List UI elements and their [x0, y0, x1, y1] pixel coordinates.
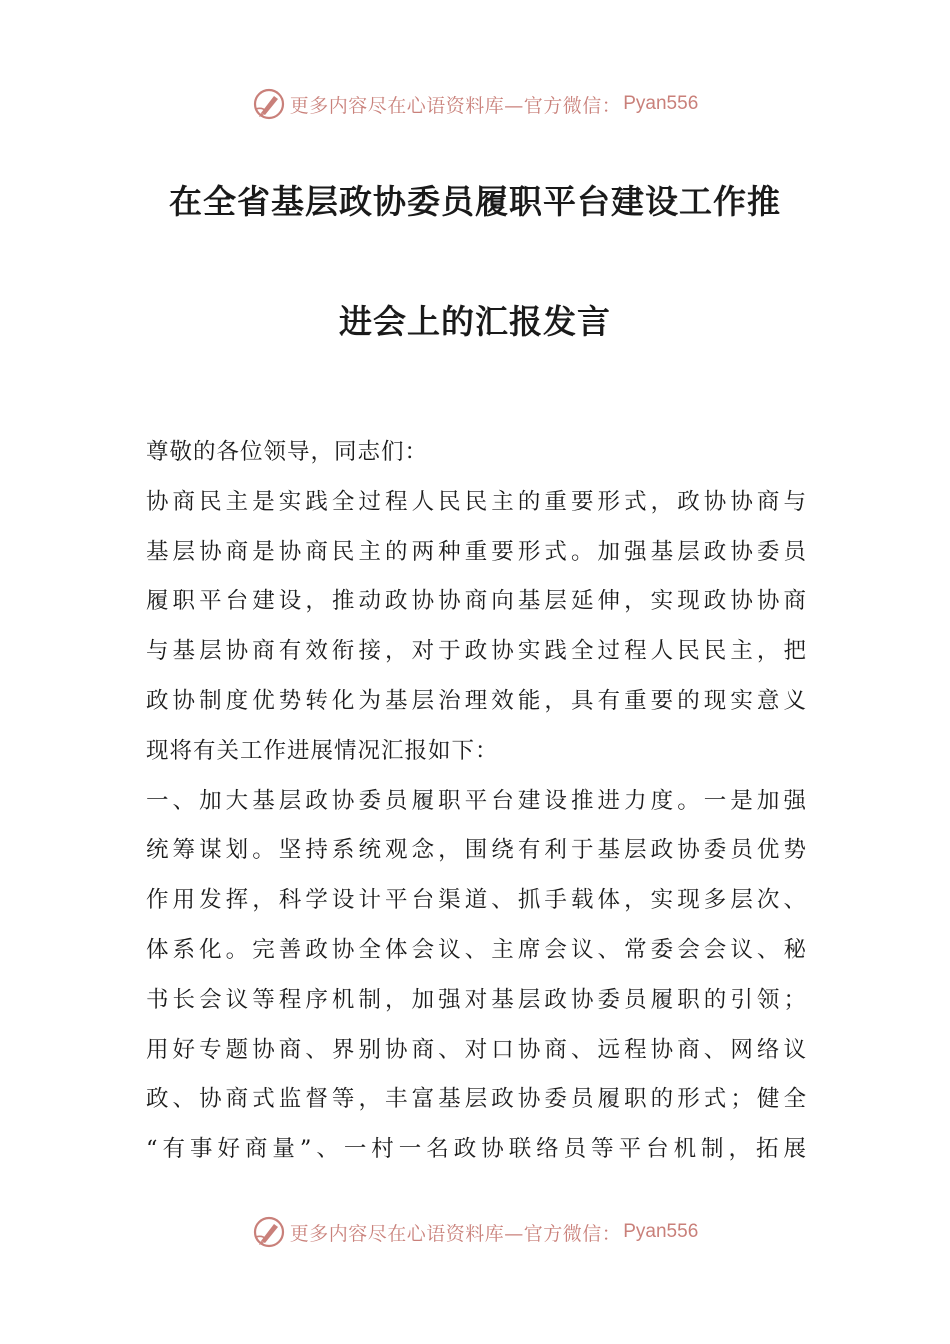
- body-line: 协商民主是实践全过程人民民主的重要形式，政协协商与: [146, 488, 806, 515]
- pen-logo-icon: [252, 87, 286, 121]
- body-line: 统筹谋划。坚持系统观念，围绕有利于基层政协委员优势: [146, 837, 806, 864]
- body-line: 现将有关工作进展情况汇报如下：: [146, 737, 499, 764]
- document-body: [146, 428, 806, 1175]
- body-line: 政、协商式监督等，丰富基层政协委员履职的形式；健全: [146, 1086, 806, 1113]
- watermark-id: Pyan556: [623, 1221, 699, 1242]
- document-title-line-2: 进会上的汇报发言: [339, 302, 611, 341]
- section-heading-line: 一、加大基层政协委员履职平台建设推进力度。一是加强: [146, 787, 806, 814]
- body-line: 履职平台建设，推动政协协商向基层延伸，实现政协协商: [146, 588, 806, 615]
- body-line: “有事好商量”、一村一名政协联络员等平台机制，拓展: [146, 1136, 806, 1163]
- body-line: 体系化。完善政协全体会议、主席会议、常委会会议、秘: [146, 936, 806, 963]
- body-line: 政协制度优势转化为基层治理效能，具有重要的现实意义: [146, 687, 806, 714]
- body-line: 书长会议等程序机制，加强对基层政协委员履职的引领；: [146, 986, 806, 1013]
- document-title-line-1: 在全省基层政协委员履职平台建设工作推: [169, 182, 781, 221]
- watermark-id: Pyan556: [623, 93, 699, 114]
- body-line: 用好专题协商、界别协商、对口协商、远程协商、网络议: [146, 1036, 806, 1063]
- salutation: 尊敬的各位领导，同志们：: [146, 439, 429, 465]
- watermark-header: [0, 82, 950, 126]
- pen-logo-icon: [252, 1215, 286, 1249]
- body-line: 与基层协商有效衔接，对于政协实践全过程人民民主，把: [146, 638, 806, 665]
- watermark-footer: [0, 1210, 950, 1254]
- body-line: 基层协商是协商民主的两种重要形式。加强基层政协委员: [146, 538, 806, 565]
- watermark-text: 更多内容尽在心语资料库—官方微信：: [289, 1222, 622, 1245]
- body-line: 作用发挥，科学设计平台渠道、抓手载体，实现多层次、: [146, 887, 806, 914]
- watermark-text: 更多内容尽在心语资料库—官方微信：: [289, 94, 622, 117]
